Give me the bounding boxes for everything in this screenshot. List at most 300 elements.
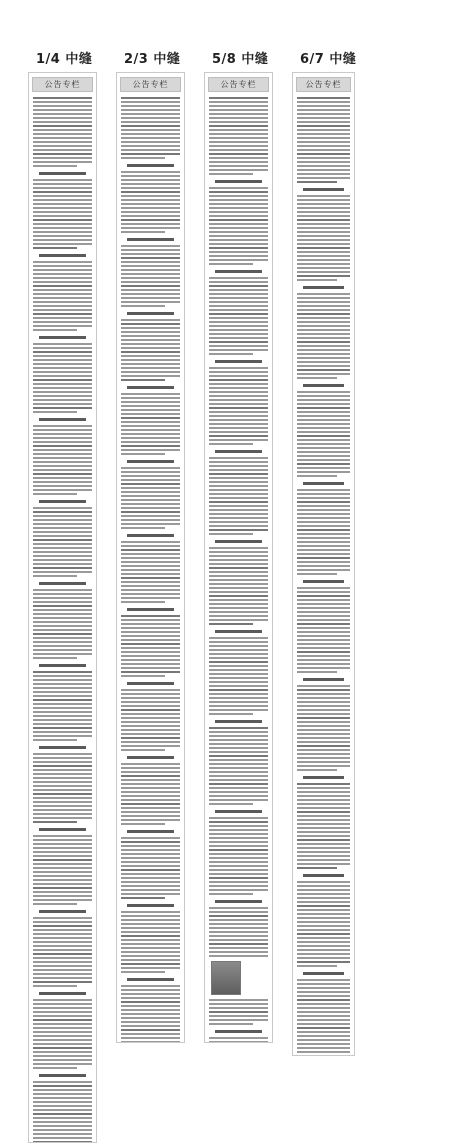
text-line [297,263,350,265]
text-line [297,991,350,993]
text-line [121,885,180,887]
text-line [33,847,92,849]
text-line [209,525,268,527]
text-line [209,591,268,593]
text-line [209,673,268,675]
text-line [33,691,92,693]
text-line [33,719,92,721]
text-line [33,403,92,405]
text-line [33,969,92,971]
text-line [33,683,92,685]
text-line [209,105,268,107]
text-line [33,641,92,643]
notice-heading [39,910,86,913]
text-line [121,273,180,275]
text-line [209,435,268,437]
text-line [33,727,92,729]
text-line [121,989,180,991]
text-line [121,667,180,669]
text-line [121,565,180,567]
text-line [297,635,350,637]
text-line [209,383,268,385]
text-line [121,639,180,641]
text-line [33,1101,92,1103]
text-line [297,553,350,555]
text-line [297,549,350,551]
text-line [33,137,92,139]
text-line [209,489,268,491]
text-line [33,895,92,897]
text-line [121,453,165,455]
text-line [297,365,350,367]
text-line [33,325,92,327]
text-line [297,909,350,911]
text-line [209,853,268,855]
text-line [33,247,77,249]
text-line [33,961,92,963]
text-line [209,661,268,663]
text-line [297,399,350,401]
text-line [209,1015,268,1017]
text-line [121,319,180,321]
text-line [33,695,92,697]
text-line [209,841,268,843]
text-line [209,865,268,867]
text-line [209,799,268,801]
text-line [121,869,180,871]
text-line [33,839,92,841]
text-line [33,1105,92,1107]
text-line [297,827,350,829]
text-line [209,191,268,193]
text-line [209,465,268,467]
text-line [297,451,350,453]
text-line [121,1029,180,1031]
text-line [33,921,92,923]
text-line [33,871,92,873]
text-line [209,1023,253,1025]
text-line [33,1141,92,1143]
text-line [209,419,268,421]
text-line [297,693,350,695]
text-line [121,261,180,263]
text-line [121,897,165,899]
text-line [209,255,268,257]
text-line [121,783,180,785]
text-line [33,317,92,319]
text-line [297,643,350,645]
text-line [33,243,92,245]
text-line [33,351,92,353]
text-line [209,443,253,445]
text-line [33,1039,92,1041]
text-line [209,219,268,221]
text-line [209,109,268,111]
text-line [297,949,350,951]
text-line [209,641,268,643]
text-line [297,145,350,147]
text-line [121,763,180,765]
text-line [121,997,180,999]
text-line [33,407,92,409]
text-line [121,375,180,377]
text-line [33,1063,92,1065]
text-line [297,403,350,405]
text-line [297,847,350,849]
text-line [33,461,92,463]
text-line [297,1027,350,1029]
text-line [121,343,180,345]
text-line [121,585,180,587]
text-line [209,861,268,863]
text-line [209,567,268,569]
text-line [209,1011,268,1013]
text-line [121,219,180,221]
text-line [33,379,92,381]
text-line [33,261,92,263]
notice-heading [39,828,86,831]
text-line [209,395,268,397]
text-line [33,179,92,181]
text-line [121,523,180,525]
text-line [297,161,350,163]
text-line [297,501,350,503]
text-line [297,333,350,335]
text-line [121,931,180,933]
text-line [121,841,180,843]
text-line [209,919,268,921]
text-line [121,659,180,661]
text-line [209,743,268,745]
text-line [33,657,77,659]
text-line [297,697,350,699]
text-line [121,919,180,921]
text-line [209,735,268,737]
text-line [297,913,350,915]
text-line [209,885,268,887]
text-line [297,391,350,393]
text-line [33,507,92,509]
text-line [33,141,92,143]
text-line [121,619,180,621]
text-line [209,117,268,119]
text-line [33,589,92,591]
text-line [33,843,92,845]
text-line [121,245,180,247]
text-line [121,963,180,965]
text-line [297,761,350,763]
text-line [121,301,180,303]
text-line [121,729,180,731]
text-line [33,215,92,217]
text-line [297,357,350,359]
text-line [121,815,180,817]
text-line [33,133,92,135]
text-line [209,349,268,351]
text-line [33,187,92,189]
text-line [297,1003,350,1005]
text-line [33,765,92,767]
text-line [121,363,180,365]
text-line [209,101,268,103]
text-line [121,849,180,851]
text-line [297,195,350,197]
text-line [121,223,180,225]
text-line [297,325,350,327]
text-line [33,731,92,733]
text-line [297,965,337,967]
text-line [121,597,180,599]
text-line [209,833,268,835]
text-line [33,793,92,795]
text-line [33,399,92,401]
text-line [121,865,180,867]
text-line [121,429,180,431]
text-line [209,603,268,605]
text-line [209,485,268,487]
text-line [33,821,77,823]
text-line [209,583,268,585]
text-line [121,775,180,777]
text-line [297,1039,350,1041]
text-line [297,297,350,299]
text-line [121,183,180,185]
text-line [121,153,180,155]
text-line [297,235,350,237]
text-line [209,493,268,495]
text-line [297,129,350,131]
notice-heading [127,756,174,759]
text-line [33,563,92,565]
notice-heading [39,992,86,995]
text-line [297,471,350,473]
text-line [297,219,350,221]
text-line [121,253,180,255]
text-line [33,195,92,197]
text-line [297,439,350,441]
text-line [121,265,180,267]
text-line [297,125,350,127]
text-line [33,1059,92,1061]
text-line [297,953,350,955]
text-line [209,951,268,953]
text-line [297,901,350,903]
text-line [209,619,268,621]
text-line [209,293,268,295]
text-line [121,549,180,551]
text-line [297,227,350,229]
text-line [33,313,92,315]
text-line [209,803,253,805]
text-line [33,293,92,295]
text-line [121,771,180,773]
text-line [33,129,92,131]
text-line [33,457,92,459]
text-line [121,467,180,469]
text-line [121,689,180,691]
text-line [209,399,268,401]
text-line [297,239,350,241]
text-line [121,227,180,229]
text-line [297,521,350,523]
text-line [297,791,350,793]
text-line [33,117,92,119]
text-line [121,985,180,987]
notice-heading [215,630,262,633]
text-line [33,165,77,167]
text-line [297,109,350,111]
text-line [33,1097,92,1099]
text-line [121,1021,180,1023]
text-line [121,589,180,591]
notice-column-2-3 [116,72,185,1043]
text-line [33,633,92,635]
text-line [209,263,253,265]
text-line [209,415,268,417]
text-line [33,571,92,573]
text-line [297,937,350,939]
text-line [121,947,180,949]
text-line [121,631,180,633]
text-line [209,795,268,797]
text-line [297,513,350,515]
text-line [297,309,350,311]
text-line [33,649,92,651]
text-line [209,771,268,773]
text-line [121,141,180,143]
text-line [33,699,92,701]
text-line [297,1055,350,1056]
text-line [297,415,350,417]
text-line [209,247,268,249]
notice-column-1-4 [28,72,97,1143]
text-line [121,351,180,353]
text-line [33,715,92,717]
text-line [33,551,92,553]
text-line [209,689,268,691]
text-line [297,983,350,985]
text-line [209,705,268,707]
text-line [121,413,180,415]
text-line [121,1005,180,1007]
text-line [33,1011,92,1013]
text-line [121,873,180,875]
text-line [121,939,180,941]
text-line [297,867,337,869]
text-line [297,541,350,543]
text-line [121,803,180,805]
text-line [297,199,350,201]
text-line [297,463,350,465]
text-line [209,169,268,171]
text-line [297,885,350,887]
text-line [33,535,92,537]
text-line [209,461,268,463]
text-line [33,297,92,299]
notice-heading [39,172,86,175]
notice-heading [303,874,344,877]
text-line [33,723,92,725]
text-line [209,623,253,625]
text-line [33,797,92,799]
text-line [209,653,268,655]
text-line [121,697,180,699]
text-line [297,933,350,935]
text-line [33,567,92,569]
text-line [33,629,92,631]
text-line [297,349,350,351]
text-line [33,933,92,935]
text-line [33,1047,92,1049]
text-line [33,981,92,983]
text-line [33,493,77,495]
text-line [33,523,92,525]
text-line [121,305,165,307]
text-line [297,317,350,319]
text-line [209,877,268,879]
text-line [209,579,268,581]
text-line [33,575,77,577]
text-line [33,769,92,771]
text-line [297,893,350,895]
text-line [209,165,268,167]
text-line [33,321,92,323]
text-line [121,109,180,111]
text-line [297,565,350,567]
text-line [33,1043,92,1045]
text-line [209,223,268,225]
text-line [297,859,350,861]
text-line [297,945,350,947]
text-line [297,863,350,865]
text-line [33,809,92,811]
text-line [209,849,268,851]
text-line [297,831,350,833]
text-line [121,861,180,863]
text-line [209,763,268,765]
text-line [33,191,92,193]
text-line [209,555,268,557]
text-line [33,735,92,737]
text-line [297,599,350,601]
notice-heading [127,978,174,981]
notice-heading [215,540,262,543]
text-line [209,317,268,319]
text-line [297,595,350,597]
text-line [209,779,268,781]
text-line [209,731,268,733]
text-line [297,647,350,649]
text-line [297,271,350,273]
text-line [33,183,92,185]
text-line [297,573,337,575]
text-line [121,889,180,891]
text-line [121,269,180,271]
text-line [33,1125,92,1127]
text-line [33,519,92,521]
text-line [209,575,268,577]
text-line [33,1015,92,1017]
text-line [121,145,180,147]
text-line [209,739,268,741]
text-line [297,787,350,789]
text-line [297,1043,350,1045]
text-line [33,687,92,689]
text-line [297,855,350,857]
text-line [297,811,350,813]
text-line [209,231,268,233]
text-line [209,955,268,957]
